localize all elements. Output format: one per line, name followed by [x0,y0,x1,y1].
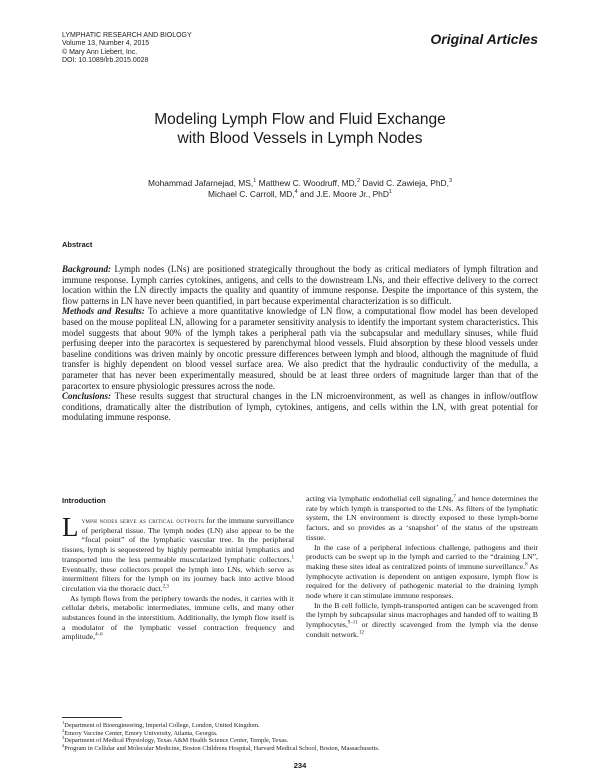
citation-ref[interactable]: 8 [525,562,528,568]
footnote-text: Emory Vaccine Center, Emory University, Atlanta, Georgia. [64,729,218,737]
background-text: Lymph nodes (LNs) are positioned strategically throughout the body as critical mediators of lymph filtration and immune response. Lymph carries cytokines, antigens, and cells to the downstream LNs, and their effective delivery to the correct location within the LN directly impacts the quality and quantity of immune response. Despite the importance of this system, the flow patterns in LN have never been quantified, in part because experimental characterization is so difficult. [62,264,539,306]
author-name: David C. Zawieja, PhD, [362,178,449,188]
footnote-item [62,737,538,745]
intro-r1-text: acting via lymphatic endothelial cell signaling, [306,494,454,503]
title-line-2: with Blood Vessels in Lymph Nodes [177,130,423,147]
author-list [62,178,538,200]
abstract-methods [62,306,538,391]
journal-name: LYMPHATIC RESEARCH AND BIOLOGY [62,32,192,39]
citation-ref[interactable]: 12 [358,630,364,636]
background-label: Background: [62,264,112,274]
intro-r3-text: In the B cell follicle, lymph-transported antigen can be scavenged from the lymph by subcapsular sinus macrophages and handed off to waiting B lymphocytes, [306,600,538,630]
footnote-text: Department of Bioengineering, Imperial College, London, United Kingdom. [64,722,260,729]
citation-ref[interactable]: 1 [291,555,294,561]
drop-cap: L [62,512,79,542]
intro-paragraph-3 [306,494,538,543]
author-name: Matthew C. Woodruff, MD, [258,178,357,188]
intro-r2-text-2: As lymphocyte activation is dependent on antigen exposure, lymph flow is required for the delivery of pathogenic material to the draining lymph node where it can stimulate immune responses. [306,561,539,601]
intro-paragraph-5 [306,601,538,640]
intro-p2-text: As lymph flows from the periphery towards the nodes, it carries with it cellular debris, metabolic intermediates, immune cells, and many other substances found in the interstitium. Additionally, the lymph flow itself is a modulator of the lymphatic vessel contraction frequency and amplitude, [62,593,294,642]
intro-p1-text-2: Eventually, these collectors propel the lymph into LNs, which serve as intermittent filters for the lymph on its journey back into active blood circulation via the thoracic duct. [62,564,294,593]
author-affiliation-ref: 3 [448,178,452,185]
column-right [306,494,538,640]
abstract-body [62,264,538,423]
citation-ref[interactable]: 2,3 [162,584,169,590]
footnote-divider [62,717,122,718]
page-number: 234 [293,761,307,770]
citation-ref[interactable]: 9–11 [347,620,358,626]
abstract-background [62,264,538,306]
intro-r2-text: In the case of a peripheral infectious challenge, pathogens and their products can be swept up in the lymph and carried to the “draining LN”, making these sites ideal as centralized points of immune surveillance. [306,542,538,571]
footnote-number: 2 [62,727,65,733]
footnote-text: Program in Cellular and Molecular Medicine, Boston Childrens Hospital, Harvard Medical School, Boston, Massachusetts. [64,744,380,752]
intro-paragraph-1 [62,512,295,594]
intro-smallcaps: ymph nodes serve as critical outposts [81,516,205,525]
author-line-2 [62,189,538,200]
author-name: Mohammad Jafarnejad, MS, [148,178,254,188]
intro-paragraph-2 [62,594,294,643]
footnote-number: 4 [62,742,65,748]
author-name: Michael C. Carroll, MD, [208,189,295,199]
intro-paragraph-4 [306,543,538,601]
section-label: Original Articles [430,31,538,47]
journal-doi[interactable]: DOI: 10.1089/lrb.2015.0028 [62,57,149,65]
citation-ref[interactable]: 7 [453,494,456,500]
methods-label: Methods and Results: [62,306,145,317]
journal-meta [62,32,322,66]
intro-p1-text: for the immune surveillance of peripheral tissue. The lymph nodes (LN) also appear to be the “focal point” of the lymphatic vascular tree. In the peripheral tissues, lymph is sequestered by highly permeable initial lymphatics and transported into the less permeable muscularized lymphatic collectors. [62,516,295,564]
footnote-text: Department of Medical Physiology, Texas A&M Health Science Center, Temple, Texas. [64,737,289,745]
author-affiliation-ref: 1 [253,178,257,185]
affiliation-footnotes [62,719,538,752]
journal-copyright: © Mary Ann Liebert, Inc. [62,48,138,56]
author-affiliation-ref: 2 [356,178,361,185]
citation-ref[interactable]: 4–6 [95,632,103,638]
methods-text: To achieve a more quantitative knowledge of LN flow, a computational flow model has been developed based on the mouse popliteal LN, allowing for a parameter sensitivity analysis to identify the important system characteristics. This model suggests that about 90% of the lymph takes a peripheral path via the subcapsular and medullary sinuses, while fluid perfusing deeper into the paracortex is sequestered by parenchymal blood vessels. Fluid absorption by these blood vessels under baseline conditions was driven mainly by oncotic pressure differences between lymph and blood, although the magnitude of fluid transfer is highly dependent on blood vessel surface area. We also predict that the hydraulic conductivity of the medulla, a parameter that has never been experimentally measured, should be at least three orders of magnitude larger than that of the paracortex to ensure physiologic pressures across the node. [62,306,538,391]
introduction-heading: Introduction [62,496,106,505]
author-affiliation-ref: 4 [294,189,298,196]
conclusions-label: Conclusions: [62,391,112,402]
author-name: and J.E. Moore Jr., PhD [299,189,389,199]
footnote-item [62,742,538,753]
article-title [62,110,538,148]
footnote-number: 3 [62,735,65,741]
journal-volume: Volume 13, Number 4, 2015 [62,40,150,48]
abstract-heading: Abstract [62,240,93,249]
title-line-1: Modeling Lymph Flow and Fluid Exchange [154,111,446,128]
intro-r3-text-2: or directly scavenged from the lymph via the dense conduit network. [306,620,538,639]
author-line-1 [62,178,538,189]
abstract-conclusions [62,391,538,423]
conclusions-text: These results suggest that structural changes in the LN microenvironment, as well as changes in inflow/outflow conditions, dramatically alter the distribution of lymph, cytokines, antigens, and cells within the LN, with great potential for modulating immune response. [62,391,538,423]
author-affiliation-ref: 1 [388,189,392,196]
footnote-number: 1 [62,719,65,725]
intro-r1-text-2: and hence determines the rate by which lymph is transported to the LNs. As filters of the lymphatic system, the LN environment is directly exposed to these lymph-borne factors, and so provides as a ‘snapshot’ of the status of the upstream tissue. [306,494,538,542]
column-left [62,512,295,642]
